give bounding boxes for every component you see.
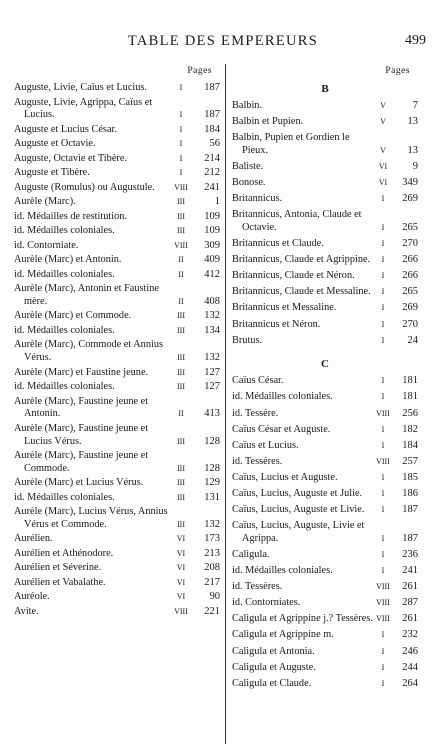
entry-name: Caïus, Lucius et Auguste. [232, 471, 338, 483]
entry-volume: III [177, 353, 185, 363]
entry-name: Aurèle (Marc). [14, 196, 76, 208]
index-entry [232, 132, 418, 157]
entry-page: 187 [204, 109, 220, 121]
entry-volume: VIII [174, 182, 188, 192]
entry-page: 24 [407, 334, 418, 346]
index-entry [14, 339, 220, 364]
entry-name: id. Tessères. [232, 455, 283, 467]
entry-page: 129 [204, 477, 220, 489]
entry-page: 213 [204, 547, 220, 559]
entry-name: Caïus César et Auguste. [232, 423, 331, 435]
entry-name: Britannicus et Claude. [232, 238, 324, 250]
entry-volume: I [381, 194, 385, 204]
entry-name: Bonose. [232, 177, 266, 189]
entry-name: Caligula et Claude. [232, 677, 312, 689]
entry-name: Caïus, Lucius, Auguste et Livie. [232, 504, 365, 516]
index-entry [232, 335, 418, 348]
entry-volume: I [381, 472, 385, 482]
entry-page: 212 [204, 167, 220, 179]
index-entry [14, 548, 220, 561]
entry-name: Balbin et Pupien. [232, 116, 304, 128]
entry-volume: I [179, 110, 183, 120]
entry-name: Caïus César. [232, 375, 284, 387]
entry-name: Aurèle (Marc), Commode et Annius Vérus. [14, 339, 163, 364]
entry-volume: I [381, 287, 385, 297]
entry-page: 132 [204, 352, 220, 364]
entry-page: 1 [214, 196, 220, 208]
entry-volume: III [177, 492, 185, 502]
entry-name: Caligula. [232, 548, 270, 560]
index-entry [232, 488, 418, 501]
entry-name: Caïus, Lucius, Auguste et Julie. [232, 487, 363, 499]
entry-name: id. Médailles de restitution. [14, 210, 127, 222]
index-entry [14, 591, 220, 604]
entry-page: 127 [204, 366, 220, 378]
entry-volume: VIII [376, 456, 390, 466]
index-entry [232, 629, 418, 642]
entry-page: 257 [402, 455, 418, 467]
entry-page: 261 [402, 581, 418, 593]
index-entry [232, 520, 418, 545]
pages-header-left: Pages [187, 66, 212, 76]
section-letter-c: C [321, 358, 329, 371]
entry-volume: V [380, 117, 386, 127]
index-entry [14, 254, 220, 267]
index-entry [232, 613, 418, 626]
entry-name: Auguste, Octavie et Tibère. [14, 152, 127, 164]
page-header [0, 33, 446, 51]
index-entry [14, 533, 220, 546]
entry-volume: VI [378, 161, 388, 171]
entry-page: 269 [402, 193, 418, 205]
entry-name: Aurèle (Marc) et Lucius Vérus. [14, 477, 144, 489]
page-number: 499 [405, 33, 426, 48]
entry-volume: VI [176, 534, 186, 544]
entry-volume: II [178, 255, 184, 265]
entry-name: Aurèle (Marc), Antonin et Faustine mère. [14, 283, 159, 307]
entry-name: Aurèle (Marc), Faustine jeune et Lucius Vérus. [14, 422, 149, 447]
entry-name: Auguste et Tibère. [14, 167, 90, 179]
entry-page: 181 [402, 391, 418, 403]
index-entry [232, 177, 418, 190]
index-entry [14, 423, 220, 448]
entry-volume: II [178, 409, 184, 419]
entry-name: id. Médailles coloniales. [232, 391, 333, 403]
index-entry [232, 565, 418, 578]
entry-name: Balbin, Pupien et Gordien le Pieux. [232, 132, 350, 156]
index-entry [14, 562, 220, 575]
entry-name: Caligula et Agrippine m. [232, 629, 334, 641]
entry-name: Britannicus, Antonia, Claude et Octavie. [232, 209, 362, 233]
entry-name: Caïus et Lucius. [232, 439, 299, 451]
entry-name: id. Médailles coloniales. [14, 268, 115, 280]
entry-name: Balbin. [232, 100, 263, 111]
index-entry [14, 367, 220, 380]
entry-page: 221 [204, 605, 220, 617]
entry-page: 287 [402, 597, 418, 609]
entry-page: 309 [204, 239, 220, 251]
column-divider [225, 64, 226, 744]
index-entry [232, 100, 418, 113]
index-entry [232, 504, 418, 517]
entry-volume: III [177, 382, 185, 392]
entry-page: 7 [412, 100, 418, 111]
entry-page: 214 [204, 152, 220, 164]
entry-page: 261 [402, 613, 418, 625]
entry-volume: VI [176, 563, 186, 573]
entry-page: 349 [402, 177, 418, 189]
entry-volume: VI [378, 178, 388, 188]
entry-name: Britannicus, Claude et Agrippine. [232, 254, 371, 266]
index-entry [232, 319, 418, 332]
entry-name: Britannicus. [232, 193, 283, 205]
entry-page: 13 [407, 116, 418, 128]
entry-name: Avite. [14, 605, 39, 617]
entry-name: Caligula et Agrippine j.? Tessères. [232, 613, 373, 625]
entry-name: Brutus. [232, 334, 263, 346]
index-entry [14, 283, 220, 308]
entry-page: 264 [402, 677, 418, 689]
entry-volume: I [179, 153, 183, 163]
left-column [14, 66, 220, 620]
index-entry [14, 124, 220, 137]
entry-volume: I [381, 646, 385, 656]
entry-volume: III [177, 367, 185, 377]
index-entry [232, 391, 418, 404]
index-entry [232, 116, 418, 129]
entry-name: Aurèle (Marc), Faustine jeune et Antonin. [14, 395, 149, 420]
index-entry [232, 597, 418, 610]
entry-volume: I [381, 533, 385, 543]
entry-volume: VIII [376, 408, 390, 418]
entry-name: id. Médailles coloniales. [14, 324, 115, 336]
index-entry [232, 254, 418, 267]
entry-page: 208 [204, 562, 220, 574]
entry-name: Aurèle (Marc) et Commode. [14, 310, 132, 322]
index-entry [14, 310, 220, 323]
entry-name: id. Médailles coloniales. [14, 491, 115, 503]
entry-page: 217 [204, 576, 220, 588]
entry-name: Caligula et Auguste. [232, 661, 316, 673]
index-entry [14, 167, 220, 180]
entry-volume: I [381, 392, 385, 402]
index-entry [14, 577, 220, 590]
entry-volume: I [381, 424, 385, 434]
entry-page: 185 [402, 471, 418, 483]
entry-page: 246 [402, 645, 418, 657]
entry-page: 270 [402, 318, 418, 330]
entry-page: 187 [402, 504, 418, 516]
entry-page: 184 [402, 439, 418, 451]
entry-name: id. Contorniate. [14, 239, 79, 251]
entry-volume: I [381, 549, 385, 559]
index-entry [232, 302, 418, 315]
index-entry [14, 450, 220, 475]
entry-volume: III [177, 436, 185, 446]
entry-page: 408 [204, 295, 220, 307]
entry-volume: II [178, 296, 184, 306]
entry-name: id. Tessère. [232, 407, 279, 419]
entry-volume: III [177, 197, 185, 207]
index-entry [14, 506, 220, 531]
entry-page: 244 [402, 661, 418, 673]
index-entry [232, 375, 418, 388]
entry-page: 181 [402, 375, 418, 387]
entry-volume: I [381, 303, 385, 313]
index-entry [14, 196, 220, 209]
index-entry [232, 472, 418, 485]
entry-volume: I [381, 376, 385, 386]
entry-name: Britannicus, Claude et Messaline. [232, 286, 371, 298]
index-entry [232, 270, 418, 283]
entry-name: Aurèle (Marc), Lucius Vérus, Annius Vérus et Commode. [14, 506, 168, 530]
entry-name: Aurèle (Marc) et Faustine jeune. [14, 366, 149, 378]
index-entry [232, 581, 418, 594]
entry-volume: I [381, 319, 385, 329]
entry-name: Auguste, Livie, Caïus et Lucius. [14, 82, 147, 93]
entry-volume: I [179, 83, 183, 92]
entry-volume: I [179, 168, 183, 178]
index-entry [14, 240, 220, 253]
entry-name: Aurèle (Marc), Faustine jeune et Commode. [14, 450, 149, 474]
entry-name: Aurélien et Athénodore. [14, 547, 114, 559]
entry-page: 241 [204, 181, 220, 193]
entry-volume: III [177, 478, 185, 488]
pages-header-right: Pages [385, 66, 410, 76]
entry-page: 412 [204, 268, 220, 280]
entry-name: Caligula et Antonia. [232, 645, 315, 657]
section-b-list [232, 100, 418, 347]
entry-page: 13 [407, 144, 418, 156]
index-entry [14, 492, 220, 505]
entry-page: 184 [204, 123, 220, 135]
entry-page: 134 [204, 324, 220, 336]
right-column [232, 66, 418, 694]
entry-page: 236 [402, 548, 418, 560]
entry-page: 413 [204, 408, 220, 420]
index-entry [14, 325, 220, 338]
entry-page: 409 [204, 254, 220, 266]
entry-volume: I [381, 440, 385, 450]
entry-volume: VI [176, 592, 186, 602]
entry-name: id. Tessères. [232, 581, 283, 593]
index-entry [232, 662, 418, 675]
entry-volume: III [177, 463, 185, 473]
entry-page: 127 [204, 381, 220, 393]
entry-page: 186 [402, 487, 418, 499]
entry-volume: I [381, 239, 385, 249]
entry-volume: I [381, 566, 385, 576]
index-entry [14, 182, 220, 195]
entry-page: 109 [204, 225, 220, 237]
entry-name: id. Médailles coloniales. [14, 381, 115, 393]
entry-name: Auguste et Octavie. [14, 138, 96, 150]
entry-volume: VIII [174, 606, 188, 616]
index-entry [14, 381, 220, 394]
index-entry [232, 209, 418, 234]
entry-volume: I [381, 630, 385, 640]
entry-page: 132 [204, 310, 220, 322]
entry-page: 9 [412, 160, 418, 172]
entry-page: 232 [402, 629, 418, 641]
index-entry [232, 646, 418, 659]
index-entry [232, 424, 418, 437]
entry-page: 56 [209, 138, 220, 150]
entry-volume: V [380, 145, 386, 155]
entry-name: Baliste. [232, 160, 264, 172]
entry-name: Aurèle (Marc) et Antonin. [14, 254, 122, 266]
index-entry [14, 477, 220, 490]
entry-volume: III [177, 211, 185, 221]
entry-page: 109 [204, 210, 220, 222]
entry-page: 266 [402, 270, 418, 282]
index-entry [232, 193, 418, 206]
entry-volume: III [177, 519, 185, 529]
entry-page: 187 [204, 82, 220, 93]
entry-name: id. Contorniates. [232, 597, 301, 609]
entry-volume: I [381, 222, 385, 232]
entry-name: Aurélien. [14, 533, 53, 545]
entry-volume: VIII [376, 598, 390, 608]
entry-volume: I [381, 255, 385, 265]
entry-volume: III [177, 311, 185, 321]
entry-page: 128 [204, 435, 220, 447]
entry-page: 269 [402, 302, 418, 314]
entry-page: 270 [402, 238, 418, 250]
index-entry [232, 286, 418, 299]
entry-volume: II [178, 269, 184, 279]
page-title: TABLE DES EMPEREURS [127, 33, 319, 49]
index-entry [232, 678, 418, 691]
left-entry-list [14, 82, 220, 619]
entry-volume: VI [176, 577, 186, 587]
entry-page: 265 [402, 286, 418, 298]
entry-name: Aurélien et Séverine. [14, 562, 102, 574]
entry-page: 241 [402, 565, 418, 577]
entry-page: 266 [402, 254, 418, 266]
entry-volume: I [381, 335, 385, 345]
entry-volume: I [179, 124, 183, 134]
entry-name: Auguste (Romulus) ou Augustule. [14, 181, 155, 193]
index-entry [14, 211, 220, 224]
section-letter-b: B [321, 83, 329, 95]
entry-name: Britannicus et Néron. [232, 318, 321, 330]
index-entry [14, 153, 220, 166]
index-entry [232, 549, 418, 562]
entry-volume: I [179, 139, 183, 149]
entry-name: Britannicus et Messaline. [232, 302, 337, 314]
entry-page: 182 [402, 423, 418, 435]
index-entry [14, 97, 220, 122]
entry-volume: I [381, 488, 385, 498]
index-entry [14, 606, 220, 619]
entry-volume: VI [176, 548, 186, 558]
entry-name: id. Médailles coloniales. [14, 225, 115, 237]
entry-name: id. Médailles coloniales. [232, 565, 333, 577]
entry-volume: I [381, 271, 385, 281]
entry-volume: VIII [376, 582, 390, 592]
entry-page: 265 [402, 221, 418, 233]
entry-page: 173 [204, 533, 220, 545]
entry-volume: I [381, 678, 385, 688]
index-entry [232, 456, 418, 469]
index-entry [14, 225, 220, 238]
entry-name: Britannicus, Claude et Néron. [232, 270, 355, 282]
entry-volume: III [177, 226, 185, 236]
entry-name: Auguste et Lucius César. [14, 123, 117, 135]
entry-volume: I [381, 505, 385, 515]
entry-page: 187 [402, 532, 418, 544]
index-entry [14, 396, 220, 421]
entry-page: 128 [204, 462, 220, 474]
entry-name: Auguste, Livie, Agrippa, Caïus et Lucius. [14, 96, 153, 121]
entry-page: 256 [402, 407, 418, 419]
entry-name: Aurélien et Vabalathe. [14, 576, 106, 588]
entry-volume: I [381, 662, 385, 672]
entry-volume: III [177, 325, 185, 335]
entry-volume: VIII [376, 614, 390, 624]
entry-volume: VIII [174, 240, 188, 250]
entry-name: Auréole. [14, 591, 50, 603]
entry-page: 132 [204, 518, 220, 530]
index-entry [14, 138, 220, 151]
entry-name: Caïus, Lucius, Auguste, Livie et Agrippa. [232, 520, 365, 544]
index-entry [232, 440, 418, 453]
index-entry [232, 238, 418, 251]
index-entry [14, 269, 220, 282]
index-entry [232, 408, 418, 421]
index-entry [232, 161, 418, 174]
entry-volume: V [380, 101, 386, 110]
entry-page: 131 [204, 491, 220, 503]
section-c-list [232, 375, 418, 690]
index-entry [14, 82, 220, 95]
entry-page: 90 [209, 591, 220, 603]
